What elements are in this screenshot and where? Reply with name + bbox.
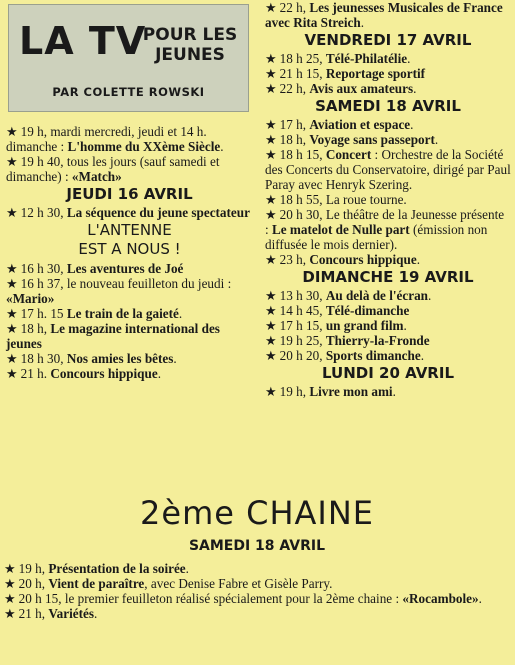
second-channel-title: 2ème CHAINE: [140, 494, 374, 532]
entry-bold: Concert: [325, 147, 372, 162]
entry-suffix: .: [173, 351, 177, 366]
second-channel-day: SAMEDI 18 AVRIL: [188, 538, 326, 554]
program-entry: [6, 366, 253, 381]
star-icon: ★: [6, 205, 18, 220]
header-title: LA TV: [19, 19, 147, 63]
entry-bold: Le matelot de Nulle part: [271, 222, 410, 237]
day-heading-vendredi: VENDREDI 17 AVRIL: [304, 31, 472, 49]
entry-suffix: .: [428, 288, 432, 303]
program-entry: [265, 288, 511, 303]
program-entry: [265, 81, 511, 96]
entry-prefix: 20 h,: [18, 576, 49, 591]
entry-bold: «Mario»: [6, 291, 55, 306]
samedi-list: [265, 117, 511, 267]
entry-bold: «Match»: [71, 169, 122, 184]
intro-list: [6, 124, 253, 184]
lundi-list: [265, 384, 511, 399]
program-entry: [4, 606, 510, 621]
star-icon: ★: [265, 252, 277, 267]
star-icon: ★: [6, 276, 18, 291]
entry-bold: Présentation de la soirée: [48, 561, 186, 576]
announce-line2: EST A NOUS !: [78, 240, 181, 258]
entry-prefix: 16 h 30,: [20, 261, 67, 276]
program-entry: [4, 576, 510, 591]
entry-prefix: 17 h,: [279, 117, 310, 132]
entry-prefix: 18 h 25,: [279, 51, 326, 66]
entry-suffix: .: [392, 384, 396, 399]
entry-suffix: .: [416, 252, 420, 267]
star-icon: ★: [265, 192, 277, 207]
header-byline: PAR COLETTE ROWSKI: [52, 85, 205, 99]
entry-suffix: .: [185, 561, 189, 576]
program-entry: [265, 207, 511, 252]
program-entry: [265, 51, 511, 66]
column-header: [8, 4, 249, 112]
entry-bold: Le magazine international des jeunes: [6, 321, 220, 351]
entry-bold: Les aventures de Joé: [66, 261, 184, 276]
star-icon: ★: [265, 132, 277, 147]
star-icon: ★: [6, 366, 18, 381]
entry-prefix: 23 h,: [279, 252, 310, 267]
entry-prefix: 22 h,: [279, 81, 310, 96]
star-icon: ★: [265, 81, 277, 96]
jeudi-list: [6, 205, 253, 220]
star-icon: ★: [265, 288, 277, 303]
program-entry: [265, 192, 511, 207]
star-icon: ★: [4, 606, 16, 621]
program-entry: [265, 132, 511, 147]
star-icon: ★: [265, 207, 277, 222]
star-icon: ★: [6, 261, 18, 276]
entry-prefix: 20 h 15, le premier feuilleton réalisé spécialement pour la 2ème chaine :: [18, 591, 403, 606]
entry-prefix: 19 h 25,: [279, 333, 326, 348]
entry-suffix: .: [407, 51, 411, 66]
entry-bold: un grand film: [325, 318, 404, 333]
program-entry: [6, 351, 253, 366]
entry-bold: La séquence du jeune spectateur: [66, 205, 250, 220]
program-entry: [265, 348, 511, 363]
entry-prefix: 19 h,: [279, 384, 310, 399]
entry-suffix: .: [93, 606, 98, 621]
entry-suffix: .: [410, 117, 414, 132]
entry-prefix: 14 h 45,: [279, 303, 326, 318]
star-icon: ★: [4, 561, 16, 576]
program-entry: [6, 276, 253, 306]
entry-prefix: 21 h.: [20, 366, 51, 381]
program-entry: [265, 252, 511, 267]
announce-title: [6, 221, 253, 259]
star-icon: ★: [4, 591, 16, 606]
entry-bold: Livre mon ami: [309, 384, 393, 399]
program-entry: [6, 261, 253, 276]
star-icon: ★: [265, 348, 277, 363]
program-entry: [6, 124, 253, 154]
program-entry: [265, 384, 511, 399]
top-list: [265, 0, 511, 30]
left-column: [6, 4, 253, 381]
program-entry: [4, 561, 510, 576]
program-entry: [265, 147, 511, 192]
entry-suffix: , avec Denise Fabre et Gisèle Parry.: [144, 576, 333, 591]
entry-prefix: 18 h,: [279, 132, 310, 147]
dimanche-list: [265, 288, 511, 363]
entry-suffix: : Orchestre de la Société des Concerts du Conservatoire, dirigé par Paul Paray avec Henryk Szering.: [265, 147, 511, 192]
entry-prefix: 18 h 15,: [279, 147, 326, 162]
entry-suffix: .: [434, 132, 439, 147]
day-heading-jeudi: JEUDI 16 AVRIL: [66, 185, 193, 203]
entry-prefix: 17 h. 15: [20, 306, 67, 321]
vendredi-list: [265, 51, 511, 96]
program-entry: [6, 321, 253, 351]
entry-bold: Le train de la gaieté: [66, 306, 179, 321]
program-entry: [265, 333, 511, 348]
entry-prefix: 20 h 20,: [279, 348, 326, 363]
entry-bold: Au delà de l'écran: [325, 288, 429, 303]
entry-suffix: (émission non diffusée le mois dernier).: [265, 222, 488, 252]
program-entry: [6, 306, 253, 321]
entry-prefix: 19 h 40, tous les jours (sauf samedi et dimanche) :: [6, 154, 220, 184]
program-entry: [265, 117, 511, 132]
entry-prefix: 21 h 15,: [279, 66, 326, 81]
entry-bold: Sports dimanche: [325, 348, 421, 363]
entry-prefix: 21 h,: [18, 606, 49, 621]
entry-prefix: 18 h 55, La roue tourne.: [279, 192, 407, 207]
star-icon: ★: [6, 154, 18, 169]
star-icon: ★: [6, 351, 18, 366]
entry-suffix: .: [157, 366, 161, 381]
star-icon: ★: [265, 384, 277, 399]
entry-suffix: .: [360, 15, 365, 30]
star-icon: ★: [265, 51, 277, 66]
entry-bold: Télé-Philatélie: [325, 51, 408, 66]
program-entry: [6, 154, 253, 184]
star-icon: ★: [265, 117, 277, 132]
entry-bold: Nos amies les bêtes: [66, 351, 174, 366]
star-icon: ★: [265, 147, 277, 162]
program-entry: [265, 66, 511, 81]
entry-bold: Thierry-la-Fronde: [325, 333, 430, 348]
header-subtitle-line1: POUR LES: [142, 25, 238, 45]
entry-suffix: .: [220, 139, 224, 154]
entry-bold: L'homme du XXème Siècle: [67, 139, 221, 154]
entry-prefix: 20 h 30, Le théâtre de la Jeunesse présente :: [265, 207, 505, 237]
entry-bold: Concours hippique: [50, 366, 158, 381]
header-subtitle-line2: JEUNES: [155, 45, 225, 65]
entry-prefix: 22 h,: [279, 0, 310, 15]
entry-suffix: .: [420, 348, 424, 363]
entry-prefix: 18 h 30,: [20, 351, 67, 366]
entry-prefix: 13 h 30,: [279, 288, 326, 303]
program-entry: [4, 591, 510, 606]
second-channel-list: [4, 561, 510, 621]
entry-suffix: .: [478, 591, 482, 606]
entry-prefix: 19 h,: [18, 561, 49, 576]
entry-bold: Voyage sans passeport: [309, 132, 435, 147]
entry-bold: Avis aux amateurs: [309, 81, 414, 96]
star-icon: ★: [4, 576, 16, 591]
program-entry: [6, 205, 253, 220]
announce-line1: L'ANTENNE: [87, 221, 172, 239]
program-entry: [265, 0, 511, 30]
entry-prefix: 17 h 15,: [279, 318, 326, 333]
star-icon: ★: [265, 333, 277, 348]
entry-prefix: 18 h,: [20, 321, 51, 336]
entry-suffix: .: [413, 81, 417, 96]
entry-bold: Les jeunesses Musicales de France avec Rita Streich: [265, 0, 503, 30]
header-subtitle: [127, 25, 253, 65]
star-icon: ★: [265, 66, 277, 81]
entry-prefix: 12 h 30,: [20, 205, 67, 220]
star-icon: ★: [6, 306, 18, 321]
entry-prefix: 16 h 37, le nouveau feuilleton du jeudi :: [20, 276, 232, 291]
entry-suffix: .: [178, 306, 183, 321]
star-icon: ★: [6, 124, 18, 139]
entry-bold: Aviation et espace: [309, 117, 411, 132]
entry-suffix: .: [403, 318, 407, 333]
program-entry: [265, 303, 511, 318]
star-icon: ★: [265, 318, 277, 333]
entry-bold: Variétés: [48, 606, 94, 621]
second-channel-section: [4, 493, 510, 621]
entry-bold: Télé-dimanche: [325, 303, 410, 318]
day-heading-samedi: SAMEDI 18 AVRIL: [315, 97, 461, 115]
star-icon: ★: [265, 303, 277, 318]
right-column: [265, 0, 511, 399]
entry-prefix: 19 h, mardi mercredi, jeudi et 14 h. dimanche :: [6, 124, 207, 154]
star-icon: ★: [6, 321, 18, 336]
jeudi-list-2: [6, 261, 253, 381]
entry-bold: Reportage sportif: [325, 66, 426, 81]
entry-bold: «Rocambole»: [402, 591, 479, 606]
entry-bold: Vient de paraître: [48, 576, 145, 591]
program-entry: [265, 318, 511, 333]
day-heading-lundi: LUNDI 20 AVRIL: [322, 364, 454, 382]
entry-bold: Concours hippique: [309, 252, 417, 267]
star-icon: ★: [265, 0, 277, 15]
day-heading-dimanche: DIMANCHE 19 AVRIL: [302, 268, 474, 286]
